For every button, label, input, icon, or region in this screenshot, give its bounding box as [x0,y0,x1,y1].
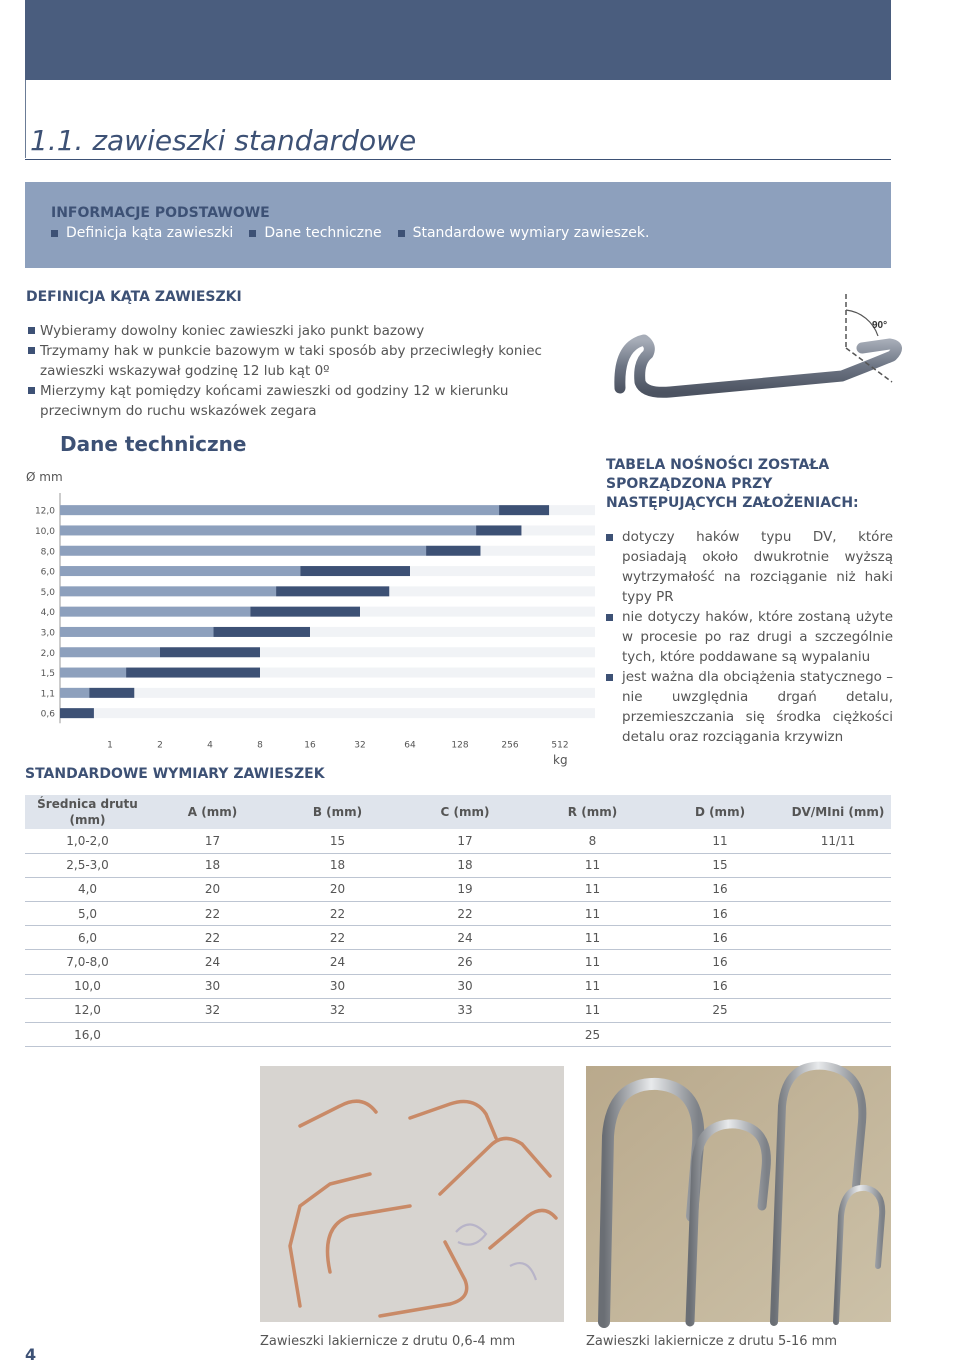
table-cell: 30 [400,974,530,998]
table-cell: 10,0 [25,974,150,998]
bar-light [60,647,160,657]
table-cell: 15 [275,829,400,853]
bar-light [60,627,214,637]
bar-light [60,525,476,535]
table-cell [150,1023,275,1047]
table-cell: 32 [150,998,275,1022]
table-cell: 20 [150,877,275,901]
bar-dark [426,546,480,556]
hook-angle-illustration [610,288,905,413]
bar-light [60,688,89,698]
info-items [51,225,665,241]
row-strip [60,708,595,718]
table-cell: 24 [275,950,400,974]
side-rule [25,80,26,158]
definition-list [28,321,593,421]
x-tick-label: 4 [207,740,213,751]
table-cell: 16 [655,926,785,950]
x-tick-label: 512 [551,740,569,751]
table-cell: 11 [530,853,655,877]
y-tick-label: 6,0 [40,567,55,578]
x-tick-label: 32 [354,740,366,751]
table-cell: 11 [530,926,655,950]
column-header: A (mm) [150,795,275,829]
table-cell: 11/11 [785,829,891,853]
bullet-square-icon [249,230,256,237]
x-tick-label: 2 [157,740,163,751]
info-heading: INFORMACJE PODSTAWOWE [51,205,270,221]
table-cell: 24 [150,950,275,974]
table-cell [275,1023,400,1047]
column-header: DV/MIni (mm) [785,795,891,829]
table-row [25,950,891,974]
table-cell: 11 [530,974,655,998]
table-cell: 22 [400,902,530,926]
table-cell [785,926,891,950]
definition-bullet: Wybieramy dowolny koniec zawieszki jako punkt bazowy [28,321,593,341]
table-cell [785,950,891,974]
table-cell: 11 [530,950,655,974]
angle-label: 90° [872,320,888,331]
column-header: C (mm) [400,795,530,829]
table-cell: 32 [275,998,400,1022]
table-cell: 11 [530,877,655,901]
info-item: Standardowe wymiary zawieszek. [398,225,650,241]
table-row [25,926,891,950]
photo-caption: Zawieszki lakiernicze z drutu 5-16 mm [586,1334,837,1349]
table-cell: 24 [400,926,530,950]
table-cell [785,1023,891,1047]
table-cell: 7,0-8,0 [25,950,150,974]
bar-light [60,607,250,617]
copper-hooks-photo [260,1066,564,1322]
y-tick-label: 0,6 [40,709,55,720]
definition-bullet: Trzymamy hak w punkcie bazowym w taki sposób aby przeciwległy koniec zawieszki wskazywał godzinę 12 lub kąt 0º [28,341,593,381]
table-row [25,1023,891,1047]
definition-heading: DEFINICJA KĄTA ZAWIESZKI [26,289,242,305]
table-row [25,829,891,853]
table-cell: 15 [655,853,785,877]
table-cell: 17 [400,829,530,853]
bar-light [60,566,300,576]
header-bar [25,0,891,80]
table-cell: 11 [530,998,655,1022]
dimensions-heading: STANDARDOWE WYMIARY ZAWIESZEK [25,766,325,782]
table-row [25,877,891,901]
bar-dark [126,668,260,678]
x-tick-label: 128 [451,740,469,751]
table-row [25,974,891,998]
bar-dark [214,627,310,637]
y-tick-label: 3,0 [40,628,55,639]
bar-dark [476,525,521,535]
table-cell: 22 [150,902,275,926]
table-cell [785,902,891,926]
table-cell: 22 [275,902,400,926]
table-cell: 8 [530,829,655,853]
table-cell: 16 [655,902,785,926]
table-row [25,853,891,877]
y-tick-label: 8,0 [40,547,55,558]
bar-dark [276,586,389,596]
table-row [25,902,891,926]
assumption-bullet: dotyczy haków typu DV, które posiadają około dwukrotnie wyższą wytrzymałość na rozciąganie niż haki typy PR [606,527,893,607]
table-cell: 22 [275,926,400,950]
table-cell: 16 [655,877,785,901]
column-header: R (mm) [530,795,655,829]
page-title: 1.1. zawieszki standardowe [30,124,417,157]
y-tick-label: 10,0 [34,526,55,537]
column-header: B (mm) [275,795,400,829]
chart-title: Dane techniczne [60,432,247,456]
table-cell: 22 [150,926,275,950]
table-cell: 33 [400,998,530,1022]
table-cell [785,853,891,877]
table-cell: 11 [530,902,655,926]
info-box [25,182,891,268]
y-tick-label: 1,1 [40,689,55,700]
table-cell: 25 [530,1023,655,1047]
table-cell [655,1023,785,1047]
table-cell: 16,0 [25,1023,150,1047]
x-axis-unit: kg [553,753,568,767]
bar-light [60,505,499,515]
x-tick-label: 8 [257,740,263,751]
y-tick-label: 4,0 [40,608,55,619]
y-tick-label: 12,0 [34,506,55,517]
bullet-square-icon [398,230,405,237]
table-cell: 19 [400,877,530,901]
table-cell: 18 [275,853,400,877]
table-cell: 20 [275,877,400,901]
row-strip [60,688,595,698]
column-header: D (mm) [655,795,785,829]
bar-dark [499,505,549,515]
info-item: Dane techniczne [249,225,381,241]
y-tick-label: 1,5 [40,669,55,680]
table-cell: 2,5-3,0 [25,853,150,877]
assumption-bullet: jest ważna dla obciążenia statycznego – nie uwzględnia drgań detalu, przemieszczania się środka ciężkości detalu oraz rozciągania krzywizn [606,667,893,747]
bullet-square-icon [51,230,58,237]
table-cell: 18 [400,853,530,877]
bar-dark [250,607,360,617]
x-tick-label: 64 [404,740,416,751]
bar-light [60,546,426,556]
bar-light [60,586,276,596]
table-row [25,998,891,1022]
assumptions-heading: TABELA NOŚNOŚCI ZOSTAŁA SPORZĄDZONA PRZY NASTĘPUJĄCYCH ZAŁOŻENIACH: [606,457,859,511]
table-cell: 12,0 [25,998,150,1022]
y-axis-unit: Ø mm [26,470,63,484]
info-item: Definicja kąta zawieszki [51,225,233,241]
steel-hooks-photo [586,1066,891,1322]
bar-dark [89,688,134,698]
dimensions-table [25,795,891,1047]
bar-light [60,668,126,678]
bar-dark [160,647,260,657]
x-tick-label: 256 [501,740,519,751]
page-number: 4 [25,1345,37,1364]
table-cell [785,998,891,1022]
table-cell: 1,0-2,0 [25,829,150,853]
x-tick-label: 1 [107,740,113,751]
table-cell [785,877,891,901]
table-cell: 4,0 [25,877,150,901]
table-cell: 30 [150,974,275,998]
table-cell: 26 [400,950,530,974]
definition-bullet: Mierzymy kąt pomiędzy końcami zawieszki od godziny 12 w kierunku przeciwnym do ruchu wskazówek zegara [28,381,593,421]
table-cell: 18 [150,853,275,877]
table-cell [785,974,891,998]
column-header: Średnica drutu (mm) [25,795,150,829]
bar-dark [60,708,94,718]
table-cell: 17 [150,829,275,853]
photo-caption: Zawieszki lakiernicze z drutu 0,6-4 mm [260,1334,516,1349]
x-tick-label: 16 [304,740,316,751]
table-cell: 5,0 [25,902,150,926]
bar-dark [300,566,410,576]
table-cell: 25 [655,998,785,1022]
assumptions-list [606,527,893,747]
assumption-bullet: nie dotyczy haków, które zostaną użyte w procesie po raz drugi a szczególnie tych, które poddawane są wypalaniu [606,607,893,667]
y-tick-label: 2,0 [40,648,55,659]
table-cell: 6,0 [25,926,150,950]
table-header-row [25,795,891,829]
table-cell: 11 [655,829,785,853]
table-cell [400,1023,530,1047]
table-cell: 30 [275,974,400,998]
title-divider [25,159,891,160]
y-tick-label: 5,0 [40,587,55,598]
table-cell: 16 [655,950,785,974]
assumptions-panel [606,456,893,747]
table-cell: 16 [655,974,785,998]
load-capacity-chart [0,485,600,751]
